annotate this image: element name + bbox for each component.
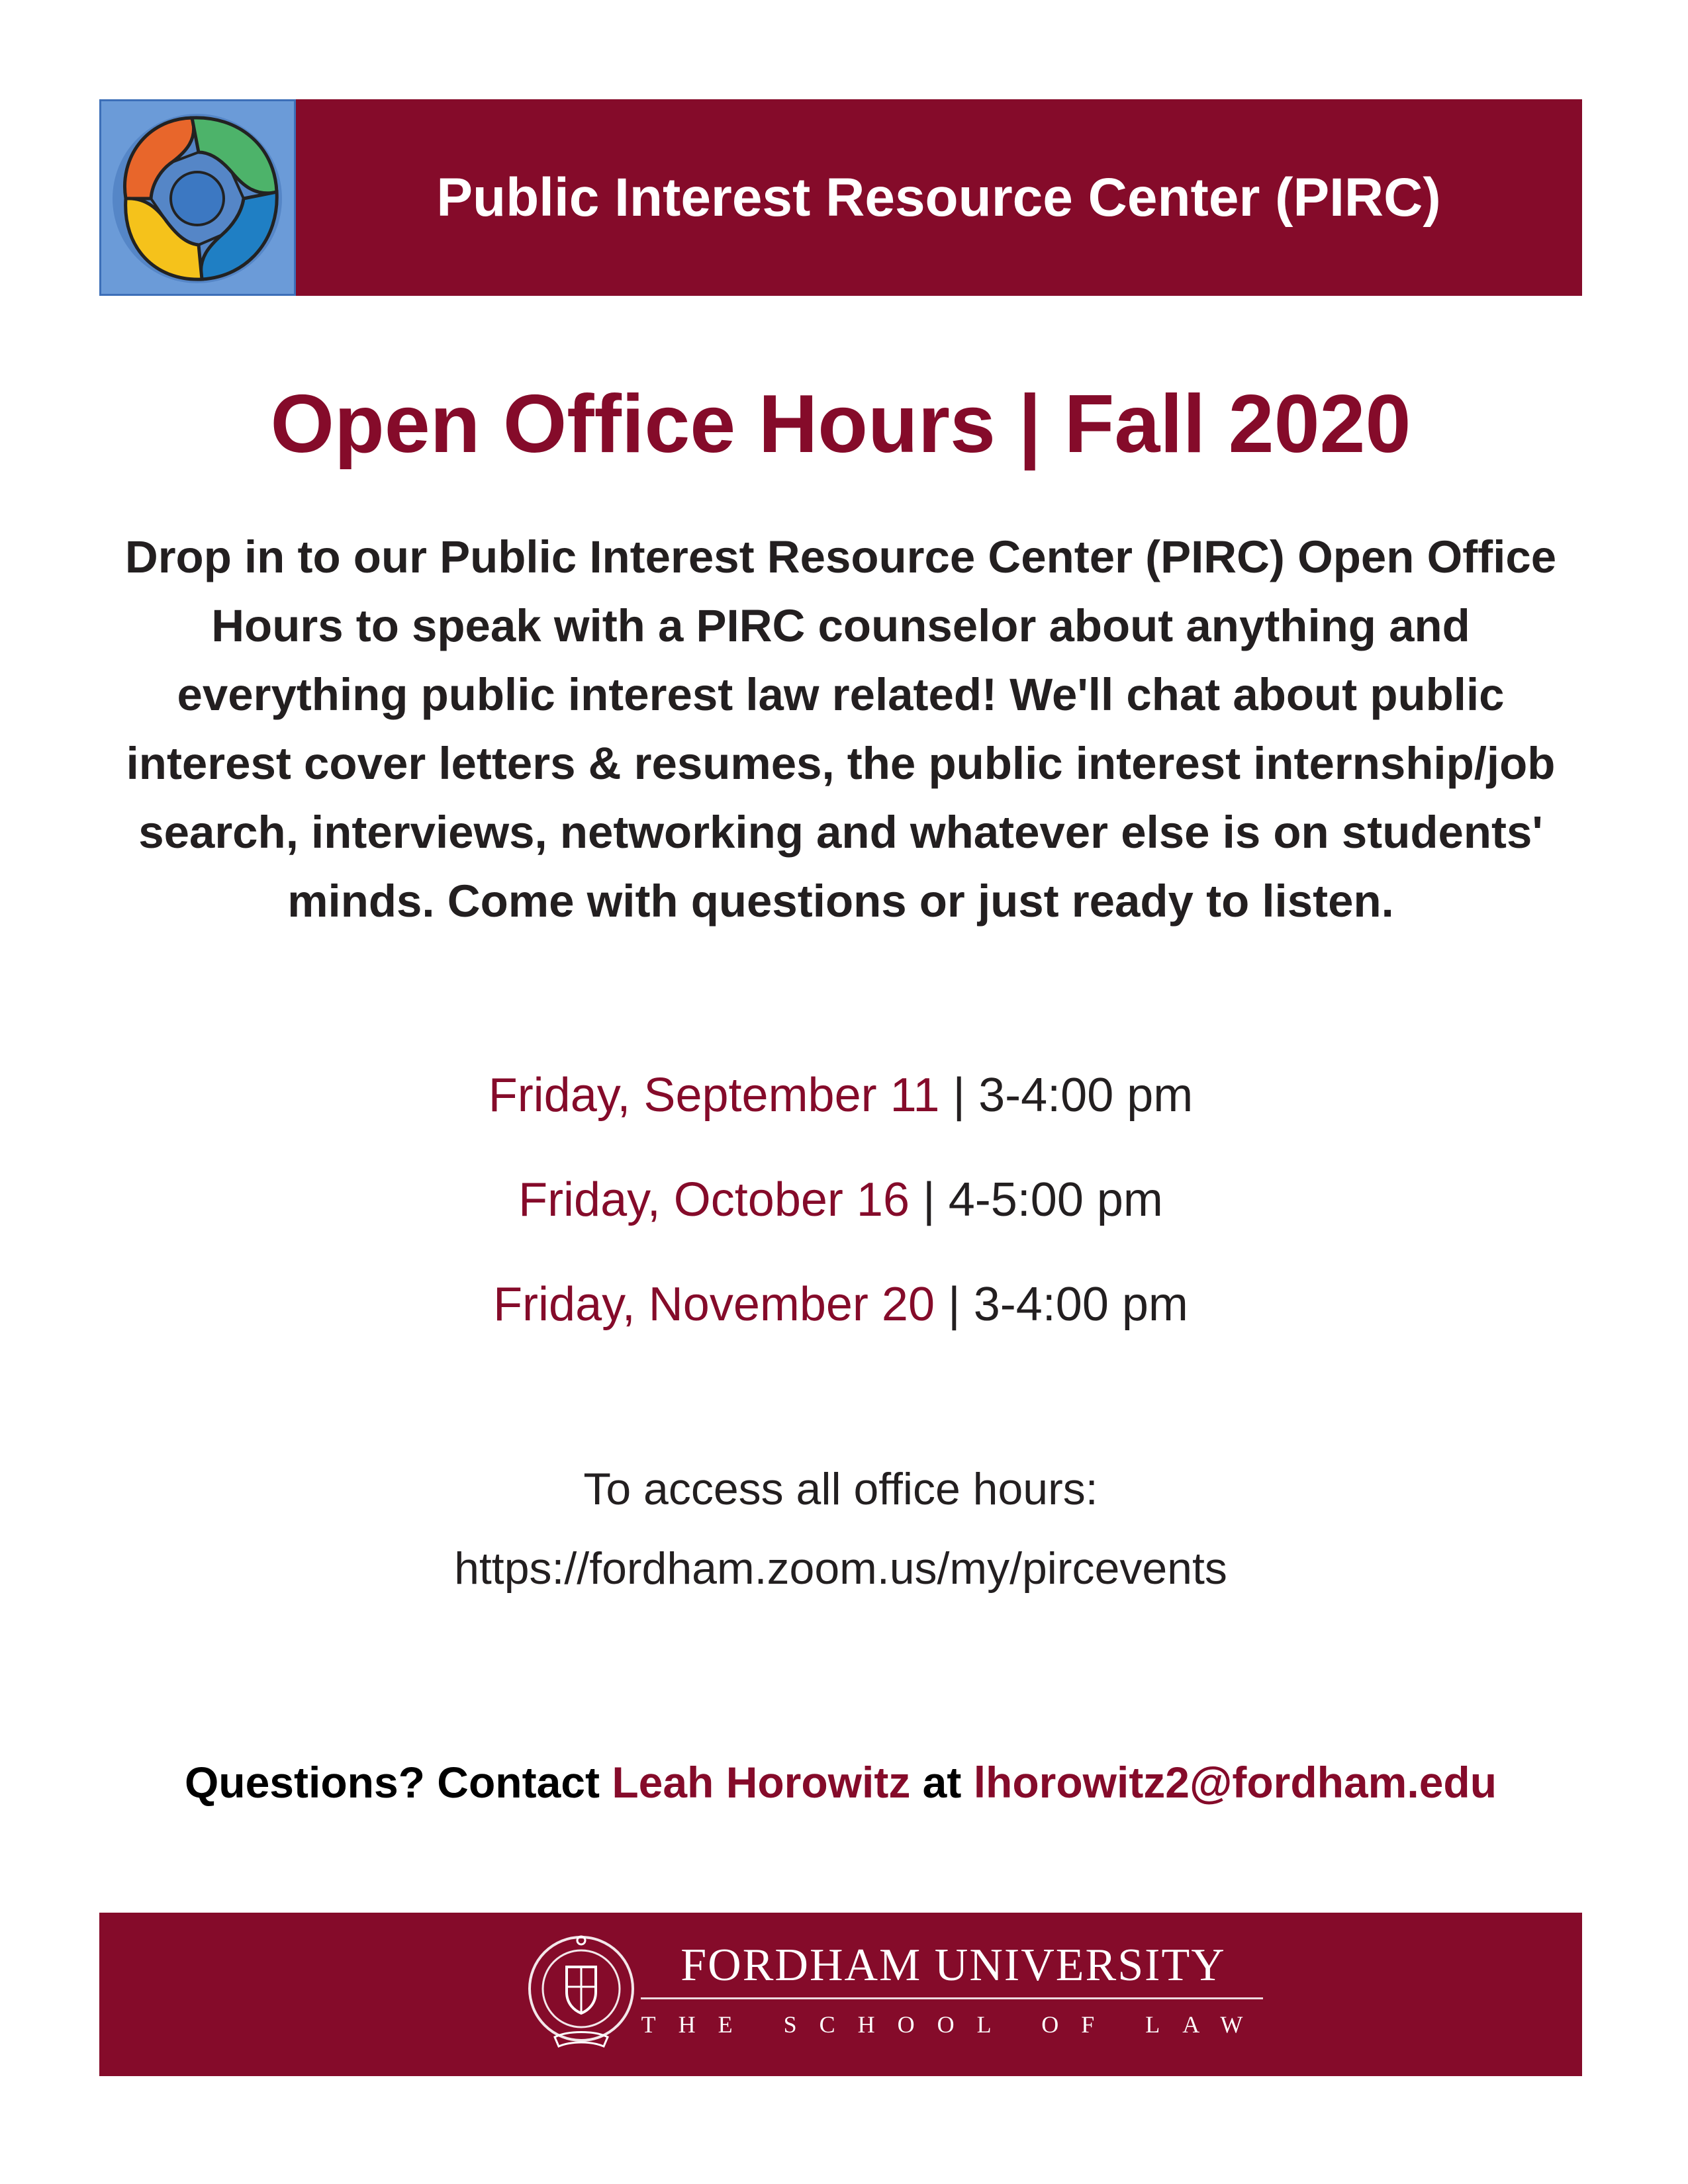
schedule-time: 4-5:00 pm [948,1173,1163,1226]
schedule-separator: | [939,1069,979,1122]
contact-middle: at [910,1758,974,1807]
interlocking-hands-logo [99,99,296,296]
footer-divider [641,1997,1263,1999]
schedule-item [99,1163,1582,1268]
header-title: Public Interest Resource Center (PIRC) [436,167,1441,228]
schedule-date: Friday, October 16 [518,1173,910,1226]
footer-banner [99,1913,1582,2076]
schedule-date: Friday, September 11 [488,1069,940,1122]
school-name: THE SCHOOL OF LAW [641,2011,1266,2038]
schedule-time: 3-4:00 pm [978,1069,1194,1122]
fordham-seal-icon [515,1926,647,2058]
schedule-separator: | [910,1173,949,1226]
header-banner [99,99,1582,296]
university-name: FORDHAM UNIVERSITY [680,1940,1226,1991]
hands-logo-icon [99,99,296,296]
contact-line [99,1757,1582,1807]
access-info [99,1449,1582,1608]
schedule-time: 3-4:00 pm [973,1278,1188,1331]
schedule-date: Friday, November 20 [493,1278,935,1331]
contact-name: Leah Horowitz [612,1758,911,1807]
schedule-list [99,1059,1582,1373]
schedule-item [99,1268,1582,1373]
description-paragraph: Drop in to our Public Interest Resource Center (PIRC) Open Office Hours to speak with a PIRC counselor about anything and everything public interest law related! We'll chat about public interest cover letters & resumes, the public interest internship/job search, interviews, networking and whatever else is on students' minds. Come with questions or just ready to listen. [124,531,1557,927]
schedule-item [99,1059,1582,1163]
page-title: Open Office Hours | Fall 2020 [270,379,1411,470]
contact-prefix: Questions? Contact [184,1758,612,1807]
schedule-separator: | [935,1278,974,1331]
zoom-link[interactable]: https://fordham.zoom.us/my/pircevents [454,1543,1227,1594]
access-label: To access all office hours: [583,1464,1098,1514]
contact-email-link[interactable]: lhorowitz2@fordham.edu [973,1758,1497,1807]
